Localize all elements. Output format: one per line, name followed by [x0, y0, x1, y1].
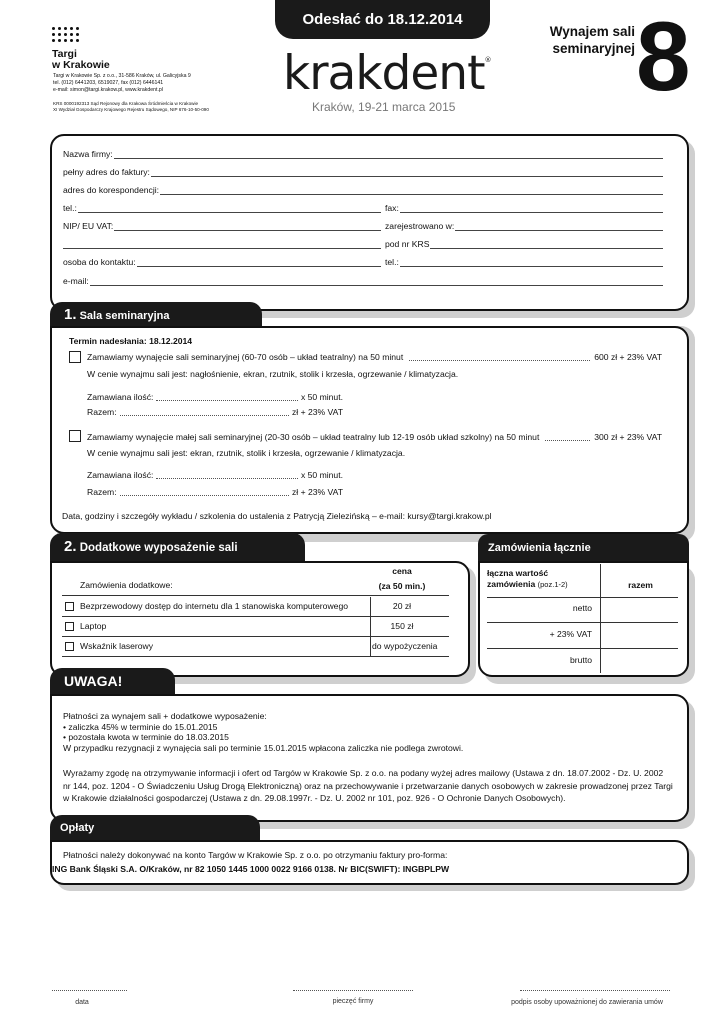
section1-number: 1. [64, 306, 77, 323]
stamp-signature-line[interactable] [293, 990, 413, 991]
equipment-label: Laptop [80, 621, 107, 631]
option2-qty-input[interactable] [156, 470, 298, 479]
option1-sum-row [87, 407, 343, 418]
invoice-address-input[interactable] [151, 168, 663, 177]
totals-row-value-input[interactable] [603, 651, 678, 671]
logo-dot [52, 27, 55, 30]
contact-person-field[interactable] [63, 255, 381, 267]
totals-row-label: brutto [570, 655, 592, 665]
equipment-checkbox[interactable] [65, 602, 74, 611]
logo-dot [52, 39, 55, 42]
totals-header-divider [487, 597, 678, 598]
notice-line3: • pozostała kwota w terminie do 18.03.2015 [63, 732, 229, 742]
section2-col-item: Zamówienia dodatkowe: [80, 580, 173, 590]
org-address-block [53, 73, 191, 93]
totals-col1-header [487, 568, 568, 590]
payments-panel [50, 840, 689, 885]
correspondence-address-label: adres do korespondencji: [63, 185, 160, 195]
option2-sum-label: Razem: [87, 487, 117, 497]
totals-row-label: netto [572, 603, 592, 613]
date-signature-label: data [75, 999, 89, 1006]
org-logo-line1: Targi [52, 48, 77, 60]
section2-col-divider [370, 597, 371, 657]
brand-name: krakdent [283, 46, 485, 101]
org-logo-text [52, 49, 110, 71]
option2-price: 300 zł + 23% VAT [594, 432, 662, 442]
contact-tel-label: tel.: [385, 257, 399, 267]
krs-input[interactable] [430, 240, 663, 249]
logo-dot [58, 33, 61, 36]
totals-col1-line2: zamówienia [487, 579, 536, 589]
totals-row-value-input[interactable] [603, 599, 678, 619]
deadline-banner: Odesłać do 18.12.2014 [275, 0, 490, 39]
company-name-label: Nazwa firmy: [63, 149, 113, 159]
event-place-date: Kraków, 19-21 marca 2015 [312, 100, 456, 114]
fax-label: fax: [385, 203, 399, 213]
equipment-row-divider [62, 636, 449, 637]
org-registry-block [53, 101, 209, 113]
notice-consent-line1: Wyrażamy zgodę na otrzymywanie informacji i ofert od Targów w Krakowie Sp. z o.o. na podany wyżej adres mailowy (Ustawa z dn. 18.07.2002 - Dz. U. 2002 [63, 768, 664, 778]
option2-sum-row [87, 487, 343, 498]
org-logo-line2: w Krakowie [52, 59, 110, 71]
totals-row-divider [487, 622, 678, 623]
totals-col2-header: razem [628, 580, 653, 590]
option2-qty-label: Zamawiana ilość: [87, 470, 154, 480]
org-logo-icon [52, 27, 82, 47]
option2-sum-input[interactable] [120, 487, 289, 496]
equipment-price: 150 zł [390, 621, 414, 631]
logo-dot [64, 27, 67, 30]
option1-qty-row [87, 392, 343, 403]
equipment-row-divider [62, 616, 449, 617]
contact-person-label: osoba do kontaktu: [63, 257, 136, 267]
option2-sum-unit: zł + 23% VAT [291, 487, 343, 497]
payments-bank-account: ING Bank Śląski S.A. O/Kraków, nr 82 1050 1445 1000 0022 9166 0138. Nr BIC(SWIFT): INGBPLPW [52, 864, 450, 874]
option1-qty-label: Zamawiana ilość: [87, 392, 154, 402]
logo-dot [70, 33, 73, 36]
section2-col-price-1: cena [392, 566, 412, 576]
equipment-price: do wypożyczenia [372, 641, 438, 651]
totals-row-value-input[interactable] [603, 625, 678, 645]
option1-text: Zamawiamy wynajęcie sali seminaryjnej (60-70 osób – układ teatralny) na 50 minut [87, 352, 404, 362]
krs-label: pod nr KRS [385, 239, 430, 249]
section1-note: Data, godziny i szczegóły wykładu / szkolenia do ustalenia z Patrycją Zielezińską – e-mail: kursy@targi.krakow.pl [62, 511, 492, 521]
registered-input[interactable] [455, 222, 663, 231]
authorized-signature-line[interactable] [520, 990, 670, 991]
registered-field[interactable] [385, 219, 663, 231]
section1-deadline: Termin nadesłania: 18.12.2014 [69, 336, 193, 346]
option1-sum-input[interactable] [120, 407, 289, 416]
logo-dot [64, 33, 67, 36]
option2-qty-row [87, 470, 343, 481]
option2-leader [545, 432, 590, 441]
notice-tab: UWAGA! [50, 668, 175, 695]
logo-dot [76, 39, 79, 42]
notice-line4: W przypadku rezygnacji z wynajęcia sali po terminie 15.01.2015 wpłacona zaliczka nie podlega zwrotowi. [63, 742, 464, 753]
registered-label: zarejestrowano w: [385, 221, 455, 231]
date-signature-line[interactable] [52, 990, 127, 991]
equipment-price: 20 zł [392, 601, 412, 611]
brand-logo [283, 46, 491, 101]
equipment-label: Wskaźnik laserowy [80, 641, 154, 651]
payments-line1: Płatności należy dokonywać na konto Targów w Krakowie Sp. z o.o. po otrzymaniu faktury pro-forma: [63, 850, 448, 860]
totals-row-label: + 23% VAT [549, 629, 592, 639]
equipment-row-divider [62, 656, 449, 657]
authorized-signature-label: podpis osoby upoważnionej do zawierania umów [511, 999, 663, 1006]
org-register: XI Wydział Gospodarczy Krajowego Rejestru Sądowego, NIP 676-10-50-090 [53, 107, 209, 112]
logo-dot [58, 39, 61, 42]
totals-col-divider [600, 564, 601, 673]
org-address: Targi w Krakowie Sp. z o.o., 31-586 Kraków, ul. Galicyjska 9 [53, 73, 191, 79]
email-input[interactable] [90, 277, 663, 286]
notice-consent-line3: w Krakowie działalności gospodarczej (Ustawa z dn. 29.08.1997r. - Dz. U. 2002 nr 101, poz. 926 - O Ochronie Danych Osobowych). [63, 793, 566, 803]
correspondence-address-input[interactable] [160, 186, 663, 195]
option1-includes: W cenie wynajmu sali jest: nagłośnienie, ekran, rzutnik, stolik i krzesła, ogrzewanie / klimatyzacja. [87, 369, 459, 379]
equipment-checkbox[interactable] [65, 622, 74, 631]
totals-tab: Zamówienia łącznie [478, 534, 689, 562]
fax-field[interactable] [385, 201, 663, 213]
fax-input[interactable] [400, 204, 663, 213]
stamp-signature-label: pieczęć firmy [332, 998, 374, 1005]
registered-extra-input[interactable] [63, 240, 381, 249]
option1-row [87, 352, 662, 363]
tel-input[interactable] [78, 204, 381, 213]
payments-tab: Opłaty [50, 815, 260, 841]
option1-sum-unit: zł + 23% VAT [291, 407, 343, 417]
option1-qty-unit: x 50 minut. [300, 392, 343, 402]
contact-person-input[interactable] [137, 258, 381, 267]
section2-tab [50, 533, 305, 561]
option1-sum-label: Razem: [87, 407, 117, 417]
option1-price: 600 zł + 23% VAT [594, 352, 662, 362]
company-name-input[interactable] [114, 150, 663, 159]
email-field[interactable] [63, 274, 663, 286]
notice-consent [63, 767, 673, 805]
org-phone: tel. (012) 6441203, 6519027, fax (012) 6446141 [53, 79, 164, 86]
contact-tel-field[interactable] [385, 255, 663, 267]
invoice-address-label: pełny adres do faktury: [63, 167, 150, 177]
nip-label: NIP/ EU VAT: [63, 221, 114, 231]
notice-line1: Płatności za wynajem sali + dodatkowe wyposażenie: [63, 711, 267, 721]
contact-tel-input[interactable] [400, 258, 663, 267]
option2-row [87, 432, 662, 443]
section2-title: Dodatkowe wyposażenie sali [79, 542, 238, 554]
tel-label: tel.: [63, 203, 77, 213]
krs-field[interactable] [385, 237, 663, 249]
equipment-checkbox[interactable] [65, 642, 74, 651]
brand-trademark: ® [484, 56, 491, 64]
logo-dot [64, 39, 67, 42]
section2-number: 2. [64, 538, 77, 555]
section1-title: Sala seminaryjna [79, 310, 170, 322]
nip-field[interactable] [63, 219, 381, 231]
totals-col1-line1: łączna wartość [487, 568, 549, 578]
option2-checkbox[interactable] [69, 430, 81, 442]
notice-payment-terms [63, 711, 463, 753]
section2-col-price-2: (za 50 min.) [378, 581, 426, 591]
form-number: 8 [636, 1, 691, 111]
option1-qty-input[interactable] [156, 392, 298, 401]
invoice-address-field[interactable] [63, 165, 663, 177]
logo-dot [76, 33, 79, 36]
option2-qty-unit: x 50 minut. [300, 470, 343, 480]
org-krs: KRS 0000192313 Sąd Rejonowy dla Krakowa Śródmieścia w Krakowie [53, 101, 199, 106]
option2-text: Zamawiamy wynajęcie małej sali seminaryjnej (20-30 osób – układ teatralny lub 12-19 osób układ szkolny) na 50 minut [87, 432, 540, 442]
section2-header-divider [62, 595, 449, 596]
equipment-label: Bezprzewodowy dostęp do internetu dla 1 stanowiska komputerowego [80, 601, 348, 611]
logo-dot [70, 39, 73, 42]
section1-tab [50, 302, 262, 328]
correspondence-address-field[interactable] [63, 183, 663, 195]
logo-dot [52, 33, 55, 36]
notice-line2: • zaliczka 45% w terminie do 15.01.2015 [63, 721, 218, 732]
totals-col1-suffix: (poz.1-2) [537, 580, 568, 589]
logo-dot [76, 27, 79, 30]
logo-dot [70, 27, 73, 30]
company-name-field[interactable] [63, 147, 663, 159]
org-contact: e-mail: simon@targi.krakow.pl, www.krakdent.pl [53, 86, 163, 93]
option2-includes: W cenie wynajmu sali jest: ekran, rzutnik, stolik i krzesła, ogrzewanie / klimatyzacja. [87, 448, 406, 458]
tel-field[interactable] [63, 201, 381, 213]
registered-extra-field[interactable] [63, 237, 381, 249]
logo-dot [58, 27, 61, 30]
nip-input[interactable] [114, 222, 381, 231]
section2-col-price [372, 566, 432, 592]
option1-checkbox[interactable] [69, 351, 81, 363]
email-label: e-mail: [63, 276, 89, 286]
form-title: Wynajem sali seminaryjnej [549, 24, 635, 56]
notice-consent-line2: nr 144, poz. 1204 - O Świadczeniu Usług Drogą Elektroniczną) oraz na przechowywanie i przetwarzanie danych osobowych w zakresie prowadzonej przez Targi [63, 780, 673, 791]
totals-row-divider [487, 648, 678, 649]
option1-leader [409, 352, 590, 361]
